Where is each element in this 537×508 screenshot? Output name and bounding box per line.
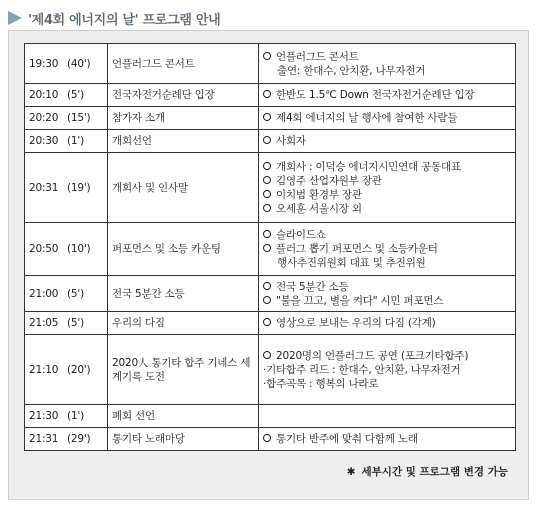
circle-bullet-icon — [263, 162, 271, 170]
schedule-row — [25, 312, 516, 335]
detail-cell — [259, 223, 516, 276]
arrow-icon — [8, 11, 22, 25]
duration: (1') — [67, 135, 84, 147]
program-cell: 2020人 통기타 합주 기네스 세계기록 도전 — [108, 335, 259, 405]
detail-cell — [259, 153, 516, 223]
start-time: 20:31 — [29, 181, 59, 194]
duration: (20') — [67, 363, 91, 376]
start-time: 20:20 — [29, 112, 59, 124]
program-cell: 참가자 소개 — [108, 107, 259, 130]
start-time: 21:00 — [29, 287, 59, 300]
duration: (10') — [67, 243, 91, 255]
time-cell — [25, 153, 108, 223]
detail-item — [263, 111, 511, 125]
detail-item — [263, 316, 511, 330]
detail-text: 영상으로 보내는 우리의 다짐 (각계) — [276, 317, 436, 329]
duration: (1') — [67, 410, 84, 422]
circle-bullet-icon — [263, 296, 271, 304]
circle-bullet-icon — [263, 244, 271, 252]
program-cell: 언플러그드 콘서트 — [108, 44, 259, 84]
detail-item — [263, 174, 511, 188]
detail-subline — [263, 64, 511, 78]
start-time: 21:10 — [29, 363, 59, 376]
start-time: 19:30 — [29, 57, 59, 70]
start-time: 21:30 — [29, 410, 59, 422]
circle-bullet-icon — [263, 190, 271, 198]
detail-line — [263, 377, 511, 391]
detail-item — [263, 228, 511, 242]
detail-item — [263, 349, 511, 363]
detail-text: 플러그 뽑기 퍼포먼스 및 소등카운터 — [276, 243, 438, 255]
schedule-table — [24, 43, 516, 451]
time-cell — [25, 84, 108, 107]
detail-text: 출연: 한대수, 안치환, 나무자전거 — [277, 64, 426, 77]
detail-cell — [259, 335, 516, 405]
program-cell: 전국 5분간 소등 — [108, 276, 259, 312]
detail-item — [263, 280, 511, 294]
schedule-row — [25, 44, 516, 84]
detail-cell — [259, 276, 516, 312]
circle-bullet-icon — [263, 230, 271, 238]
circle-bullet-icon — [263, 136, 271, 144]
detail-text: ·합주곡목 : 행복의 나라로 — [263, 377, 379, 390]
time-cell — [25, 223, 108, 276]
circle-bullet-icon — [263, 52, 271, 60]
circle-bullet-icon — [263, 176, 271, 184]
detail-text: 행사추진위원회 대표 및 추진위원 — [277, 257, 426, 269]
time-cell — [25, 107, 108, 130]
duration: (29') — [67, 433, 91, 445]
duration: (5') — [67, 89, 84, 101]
circle-bullet-icon — [263, 318, 271, 326]
asterisk-icon: ✱ — [346, 466, 356, 478]
program-cell: 우리의 다짐 — [108, 312, 259, 335]
program-cell: 개회사 및 인사말 — [108, 153, 259, 223]
circle-bullet-icon — [263, 434, 271, 442]
detail-text: 개회사 : 이덕승 에너지시민연대 공동대표 — [276, 160, 461, 173]
duration: (5') — [67, 317, 84, 329]
start-time: 21:31 — [29, 433, 59, 445]
detail-subline — [263, 256, 511, 270]
detail-cell — [259, 84, 516, 107]
program-cell: 폐회 선언 — [108, 405, 259, 428]
duration: (15') — [67, 112, 91, 124]
detail-text: 언플러그드 콘서트 — [276, 50, 359, 63]
circle-bullet-icon — [263, 204, 271, 212]
time-cell — [25, 428, 108, 451]
detail-item — [263, 88, 511, 102]
detail-text: 사회자 — [276, 135, 306, 147]
start-time: 20:50 — [29, 243, 59, 255]
time-cell — [25, 276, 108, 312]
detail-cell — [259, 312, 516, 335]
start-time: 21:05 — [29, 317, 59, 329]
detail-cell — [259, 405, 516, 428]
schedule-panel — [8, 30, 529, 500]
time-cell — [25, 335, 108, 405]
program-cell: 개회선언 — [108, 130, 259, 153]
detail-text: 김영주 산업자원부 장관 — [276, 174, 382, 187]
schedule-row — [25, 130, 516, 153]
detail-cell — [259, 130, 516, 153]
detail-text: "불을 끄고, 별을 켜다" 시민 퍼포먼스 — [276, 294, 444, 307]
detail-cell — [259, 44, 516, 84]
detail-item — [263, 50, 511, 64]
detail-line — [263, 363, 511, 377]
circle-bullet-icon — [263, 351, 271, 359]
program-cell: 통기타 노래마당 — [108, 428, 259, 451]
detail-item — [263, 294, 511, 308]
duration: (5') — [67, 287, 84, 300]
schedule-row — [25, 223, 516, 276]
detail-item — [263, 242, 511, 256]
detail-item — [263, 160, 511, 174]
duration: (40') — [67, 57, 91, 70]
detail-text: 슬라이드쇼 — [276, 229, 326, 241]
program-cell: 퍼포먼스 및 소등 카운팅 — [108, 223, 259, 276]
time-cell — [25, 44, 108, 84]
circle-bullet-icon — [263, 282, 271, 290]
schedule-row — [25, 335, 516, 405]
footnote-text: 세부시간 및 프로그램 변경 가능 — [361, 466, 508, 478]
schedule-row — [25, 153, 516, 223]
detail-item — [263, 188, 511, 202]
time-cell — [25, 312, 108, 335]
schedule-row — [25, 84, 516, 107]
header — [8, 6, 220, 30]
detail-text: 한반도 1.5℃ Down 전국자전거순례단 입장 — [276, 89, 475, 101]
detail-text: 전국 5분간 소등 — [276, 280, 349, 293]
program-cell: 전국자전거순례단 입장 — [108, 84, 259, 107]
schedule-row — [25, 405, 516, 428]
schedule-row — [25, 428, 516, 451]
detail-item — [263, 202, 511, 216]
start-time: 20:30 — [29, 135, 59, 147]
schedule-row — [25, 107, 516, 130]
start-time: 20:10 — [29, 89, 59, 101]
time-cell — [25, 405, 108, 428]
detail-text: 통기타 반주에 맞춰 다함께 노래 — [276, 433, 418, 445]
detail-text: 오세훈 서울시장 외 — [276, 202, 362, 215]
detail-text: ·기타합주 리드 : 한대수, 안치환, 나무자전거 — [263, 363, 461, 376]
detail-item — [263, 432, 511, 446]
detail-text: 제4회 에너지의 날 행사에 참여한 사람들 — [276, 112, 458, 124]
circle-bullet-icon — [263, 90, 271, 98]
detail-cell — [259, 428, 516, 451]
duration: (19') — [67, 181, 91, 194]
detail-text: 이치범 환경부 장관 — [276, 188, 362, 201]
time-cell — [25, 130, 108, 153]
schedule-row — [25, 276, 516, 312]
detail-text: 2020명의 언플러그드 공연 (포크기타합주) — [276, 349, 469, 362]
detail-cell — [259, 107, 516, 130]
footnote — [347, 464, 508, 479]
detail-item — [263, 134, 511, 148]
page-title: '제4회 에너지의 날' 프로그램 안내 — [28, 12, 221, 28]
circle-bullet-icon — [263, 113, 271, 121]
